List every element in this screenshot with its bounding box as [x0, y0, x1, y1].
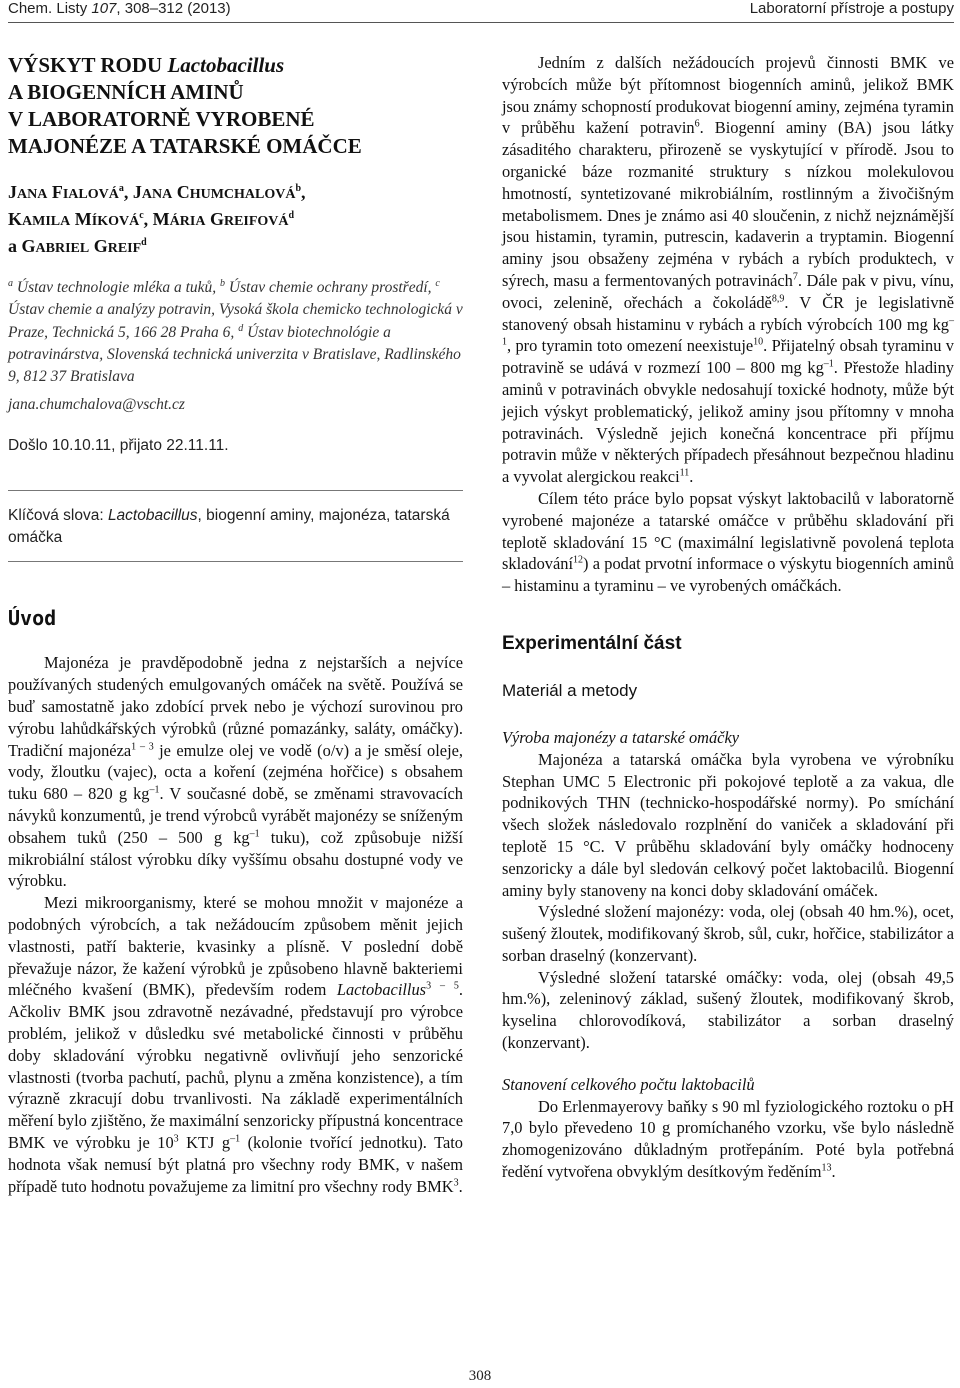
- section-heading-experimental: Experimentální část: [502, 632, 682, 654]
- paragraph-production: Majonéza a tatarská omáčka byla vyrobena ve výrobníku Stephan UMC 5 Electronic při pokojové teplotě a za vakua, dle podnikových THN (technicko-hospodářské normy). Po smíchání všech složek následovalo rozplnění do vaniček a skladování při teplotě 15 °C. V průběhu skladování byly omáčky hodnoceny senzoricky a dále byl sledován celkový počet laktobacilů. Biogenní aminy byly stanoveny na konci doby skladování omáček.: [502, 749, 954, 900]
- paragraph-tartar-composition: Výsledné složení tatarské omáčky: voda, olej (obsah 49,5 hm.%), zeleninový základ, sušený žloutek, modifikovaný škrob, kyselina chlorovodíková, stabilizátor a sorban draselný (konzervant).: [502, 967, 954, 1053]
- article-title: VÝSKYT RODU Lactobacillus A BIOGENNÍCH AMINŮ V LABORATORNĚ VYROBENÉ MAJONÉZE A TATARSKÉ OMÁČCE: [8, 53, 362, 158]
- paragraph-uvod-1: Majonéza je pravděpodobně jedna z nejstarších a nejvíce používaných studených emulgovaných omáček na světě. Používá se buď samostatně jako zdobící prvek nebo je výchozí surovinou pro výrobu lahůdkářských výrobků (různé pomazánky, saláty, omáčky). Tradiční majonéza$^{1 - 3}$ je emulze olej ve vodě (o/v) a je směsí oleje, vody, žloutku (vajec), octa a koření (zejména hořčice) s obsahem tuku 680 – 820 g $kg^{-1}$. V současné době, se změnami stravovacích návyků konzumentů, je trend výrobců vyrábět majonézy se sníženým obsahem tuků (250 – 500 g $kg^{-1}$ tuku), což způsobuje nižší mikrobiální stálost výrobku díky vyššímu obsahu dostupné vody ve výrobku.: [8, 653, 463, 891]
- paragraph-uvod-2: Mezi mikroorganismy, které se mohou množit v majonéze a podobných výrobcích, a tak nežádoucím způsobem měnit jejich vlastnosti, patří bakterie, kvasinky a plísně. V poslední době převažuje názor, že kažení výrobků je způsobeno hlavně bakteriemi mléčného kvašení (BMK), především rodem Lactobacillus$^{3 - 5}$. Ačkoliv BMK jsou zdravotně nezávadné, představují pro výrobce problém, jelikož v důsledku své metabolické činnosti v průběhu doby skladování výrobku negativně ovlivňují jeho senzorické vlastnosti (tvorba pachutí, pachů, plynu a změna konzistence), a tím výrazně zkracují dobu trvanlivosti. Na základě experimentálních měření bylo zjištěno, že maximální senzoricky přípustná koncentrace BMK ve výrobku je $10^3$ KTJ $g^{-1}$ (kolonie tvořící jednotku). Tato hodnota však nemusí být platná pro všechny rody BMK, v našem případě tuto hodnotu považujeme za limitní pro všechny rody BMK$^3$.: [8, 893, 464, 1196]
- page-number: 308: [468, 1368, 492, 1384]
- author-list: JANA FIALOVÁ$^a$, JANA CHUMCHALOVÁ$^b$, KAMILA MÍKOVÁ$^c$, MÁRIA GREIFOVÁ$^d$ a GABRIEL GREIF$^d$: [8, 182, 306, 256]
- paragraph-lactobacilli-count: Do Erlenmayerovy baňky s 90 ml fyziologického roztoku o pH 7,0 bylo převedeno 10 g promíchaného vzorku, vše bylo následně zhomogenizováno důkladným protřepáním. Poté byla potřebná ředění vytvořena obvyklým desítkovým ředěním$^{13}$.: [502, 1096, 954, 1182]
- right-column: [502, 52, 954, 1183]
- running-header: [8, 0, 954, 23]
- paragraph-mayonnaise-composition: Výsledné složení majonézy: voda, olej (obsah 40 hm.%), ocet, sušený žloutek, modifikovaný škrob, sůl, cukr, hořčice, stabilizátor a sorban draselný (konzervant).: [502, 902, 954, 965]
- subsubsection-heading-lactobacilli-count: Stanovení celkového počtu laktobacilů: [502, 1074, 755, 1094]
- received-accepted-date: Došlo 10.10.11, přijato 22.11.11.: [8, 437, 229, 455]
- divider: [8, 490, 463, 491]
- journal-citation: Chem. Listy 107, 308–312 (2013): [8, 0, 231, 17]
- left-column: [8, 52, 463, 1197]
- section-heading-uvod: Úvod: [8, 606, 57, 631]
- affiliations: $^a$ Ústav technologie mléka a tuků, $^b$ Ústav chemie ochrany prostředí, $^c$ Ústav chemie a analýzy potravin, Vysoká škola chemicko technologická v Praze, Technická 5, 166 28 Praha 6, $^d$ Ústav biotechnológie a potravinárstva, Slovenská technická univerzita v Bratislave, Radlinského 9, 812 37 Bratislava: [8, 277, 463, 386]
- keywords: Klíčová slova: Lactobacillus, biogenní aminy, majonéza, tatarská omáčka: [8, 507, 450, 547]
- divider: [8, 561, 463, 562]
- corresponding-email[interactable]: jana.chumchalova@vscht.cz: [8, 396, 185, 414]
- section-name: Laboratorní přístroje a postupy: [749, 0, 954, 17]
- paragraph-aim: Cílem této práce bylo popsat výskyt laktobacilů v laboratorně vyrobené majonéze a tatarské omáčce v průběhu skladování při teplotě skladování 15 °C (maximální legislativně povolená teplota skladování$^{12}$) a podat prvotní informace o výskytu biogenních aminů – histaminu a tyraminu – ve vyrobených omáčkách.: [502, 488, 954, 596]
- paragraph-biogenic-amines: Jedním z dalších nežádoucích projevů činnosti BMK ve výrobcích může být přítomnost biogenních aminů, jelikož BMK jsou známy schopností produkovat biogenní aminy, zejména tyramin v průběhu kažení potravin$^6$. Biogenní aminy (BA) jsou látky zásaditého charakteru, přirozeně se vyskytující v přírodě. Jsou to organické báze rozmanité struktury s nízkou molekulovou hmotností, syntetizované mikrobiálním, rostlinným a živočišným metabolismem. Dnes je známo asi 40 sloučenin, z nichž nejznámější jsou histamin, tyramin, putrescin, kadaverin a tryptamin. Biogenní aminy jsou obsaženy zejména v rybách a rybích produktech, v sýrech, masu a fermentovaných potravinách$^7$. Dále pak v pivu, vínu, ovoci, zelenině, ořechách a čokoládě$^{8,9}$. V ČR je legislativně stanovený obsah histaminu v rybách a rybích výrobcích 100 mg $kg^{-1}$, pro tyramin toto omezení neexistuje$^{10}$. Přijatelný obsah tyraminu v potravině se udává v rozmezí 100 – 800 mg $kg^{-1}$. Přestože hladiny aminů v potravinách obvykle nedosahují toxické hodnoty, může být jejich výskyt problematický, jelikož aminy jsou přítomny v mnoha potravinách. Výsledně jejich konečná koncentrace při příjmu potravin může v některých případech přesáhnout bezpečnou hladinu a vyvolat alergickou reakci$^{11}$.: [502, 53, 954, 487]
- subsubsection-heading-production: Výroba majonézy a tatarské omáčky: [502, 727, 739, 747]
- subsection-heading-materials: Materiál a metody: [502, 680, 638, 700]
